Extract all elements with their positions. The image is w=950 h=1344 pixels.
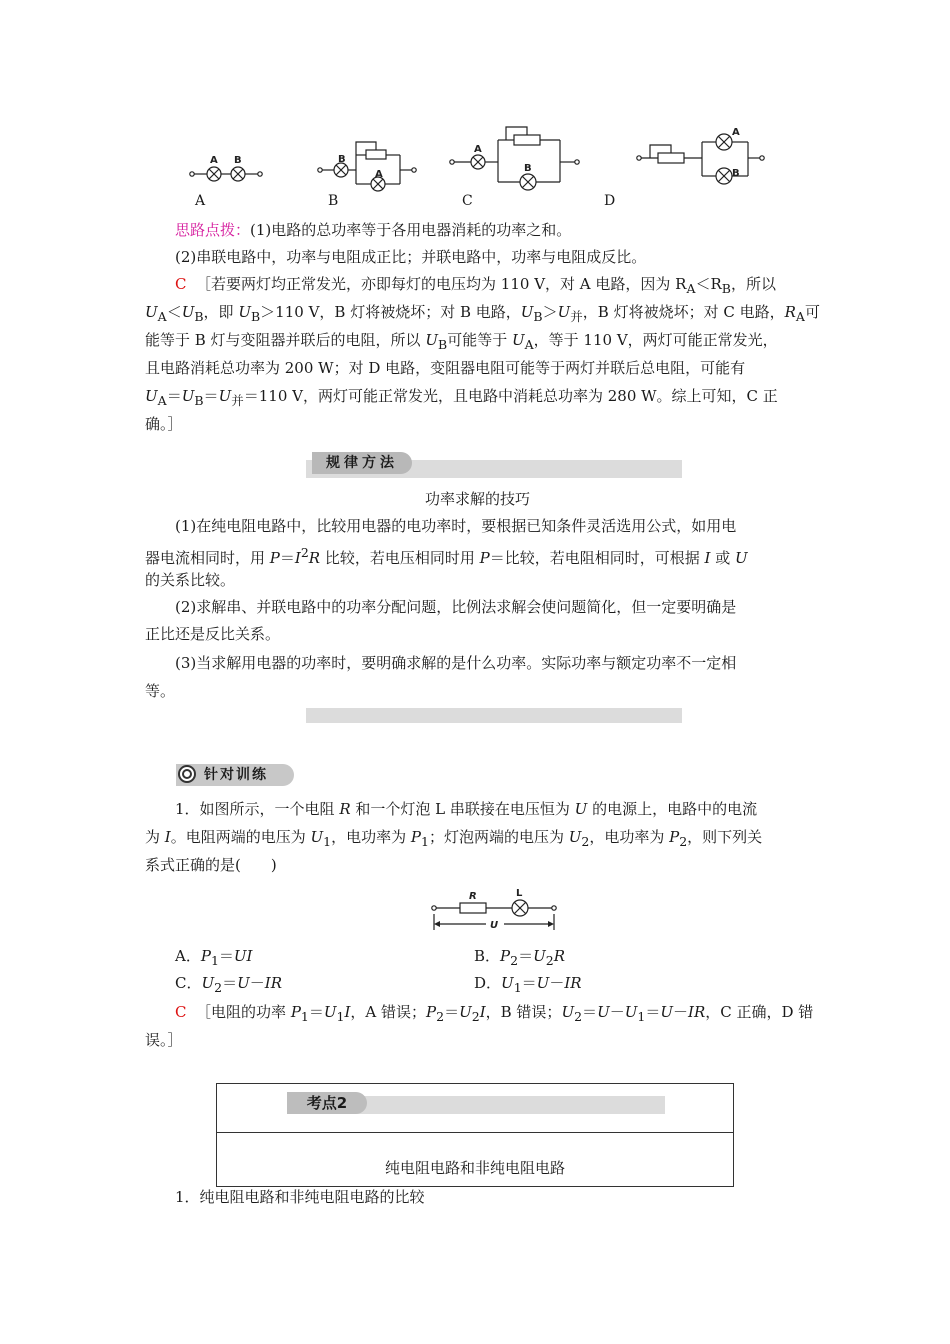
answer1-text-0: ［若要两灯均正常发光，亦即每灯的电压均为 110 V，对 A 电路，因为 $R_A<R_B$，所以 — [196, 275, 776, 296]
svg-text:A: A — [732, 127, 740, 138]
answer2-text-0: ［电阻的功率 $P_1=U_1I$，A 错误；$P_2=U_2I$，B 错误；$U_2=U-U_1=U-IR$，C 正确，D 错 — [196, 1003, 814, 1024]
method-line-4: 正比还是反比关系。 — [145, 625, 281, 643]
analysis-line-2: (2)串联电路中，功率与电阻成正比；并联电路中，功率与电阻成反比。 — [175, 248, 647, 266]
series-circuit-figure — [428, 884, 560, 936]
svg-text:B: B — [732, 168, 740, 179]
analysis-text-1: (1)电路的总功率等于各用电器消耗的功率之和。 — [250, 221, 572, 239]
training-header — [176, 764, 294, 786]
answer2-letter: C — [175, 1003, 187, 1021]
method-line-0: (1)在纯电阻电路中，比较用电器的电功率时，要根据已知条件灵活选用公式，如用电 — [175, 517, 737, 535]
option-d[interactable]: D．$U_1=U-IR$ — [474, 974, 582, 995]
method-line-2: 的关系比较。 — [145, 571, 236, 589]
svg-text:A: A — [375, 169, 383, 180]
question-line-2: 系式正确的是( ) — [145, 856, 277, 874]
svg-text:A: A — [210, 155, 218, 166]
svg-text:A: A — [474, 144, 482, 155]
figure-caption-a: A — [195, 193, 206, 209]
figure-caption-c: C — [462, 193, 473, 209]
figure-caption-d: D — [604, 193, 616, 209]
method-line-6: 等。 — [145, 682, 176, 700]
analysis-line-1 — [175, 220, 810, 240]
point2-tag: 考点2 — [287, 1092, 367, 1114]
svg-text:B: B — [524, 163, 532, 174]
answer2-line-0 — [175, 1002, 814, 1027]
method-line-5: (3)当求解用电器的功率时，要明确求解的是什么功率。实际功率与额定功率不一定相 — [175, 654, 737, 672]
svg-text:U: U — [490, 920, 499, 931]
method-tag: 规律方法 — [312, 452, 412, 474]
method-line-3: (2)求解串、并联电路中的功率分配问题，比例法求解会使问题简化，但一定要明确是 — [175, 598, 737, 616]
training-tag: 针对训练 — [204, 767, 268, 783]
answer1-line-0 — [175, 274, 810, 299]
option-c[interactable]: C．$U_2=U-IR$ — [175, 974, 283, 995]
answer1-line-1: $U_A<U_B$，即 $U_B>110$ V，B 灯将被烧坏；对 B 电路，$U_B>U_并$，B 灯将被烧坏；对 C 电路，$R_A$可 — [145, 303, 820, 324]
question-line-0: 1．如图所示，一个电阻 R 和一个灯泡 L 串联接在电压恒为 U 的电源上，电路中的电流 — [175, 800, 758, 818]
analysis-label: 思路点拨： — [175, 221, 251, 239]
method-footer-bar — [306, 708, 682, 723]
point2-box — [216, 1083, 734, 1187]
target-icon-ring — [182, 769, 192, 779]
answer2-line-1: 误。］ — [145, 1031, 183, 1049]
circuit-figures — [180, 120, 780, 195]
answer1-line-2: 能等于 B 灯与变阻器并联后的电阻，所以 $U_B$可能等于 $U_A$，等于 110 V，两灯可能正常发光， — [145, 331, 778, 352]
answer1-line-3: 且电路消耗总功率为 200 W；对 D 电路，变阻器电阻可能等于两灯并联后总电阻，可能有 — [145, 359, 746, 377]
answer-letter: C — [175, 275, 187, 293]
method-title: 功率求解的技巧 — [424, 490, 530, 508]
option-a[interactable]: A．$P_1=UI$ — [175, 947, 253, 968]
answer1-line-4: $U_A=U_B=U_并=110$ V，两灯可能正常发光，且电路中消耗总功率为 280 W。综上可知，C 正 — [145, 387, 778, 408]
svg-text:L: L — [516, 888, 523, 899]
point2-footer: 1．纯电阻电路和非纯电阻电路的比较 — [175, 1188, 425, 1206]
option-b[interactable]: B．$P_2=U_2R$ — [474, 947, 565, 968]
answer1-line-5: 确。］ — [145, 415, 183, 433]
method-line-1: 器电流相同时，用 $P=I^2R$ 比较，若电压相同时用 P＝比较，若电阻相同时，可根据 I 或 U — [145, 545, 748, 567]
point2-title: 纯电阻电路和非纯电阻电路 — [384, 1159, 565, 1177]
svg-text:B: B — [234, 155, 242, 166]
point2-divider — [217, 1132, 733, 1133]
figure-caption-b: B — [328, 193, 339, 209]
svg-text:B: B — [338, 154, 346, 165]
svg-text:R: R — [469, 891, 477, 902]
question-line-1: 为 I。电阻两端的电压为 $U_1$，电功率为 $P_1$；灯泡两端的电压为 $U_2$，电功率为 $P_2$，则下列关 — [145, 828, 763, 849]
